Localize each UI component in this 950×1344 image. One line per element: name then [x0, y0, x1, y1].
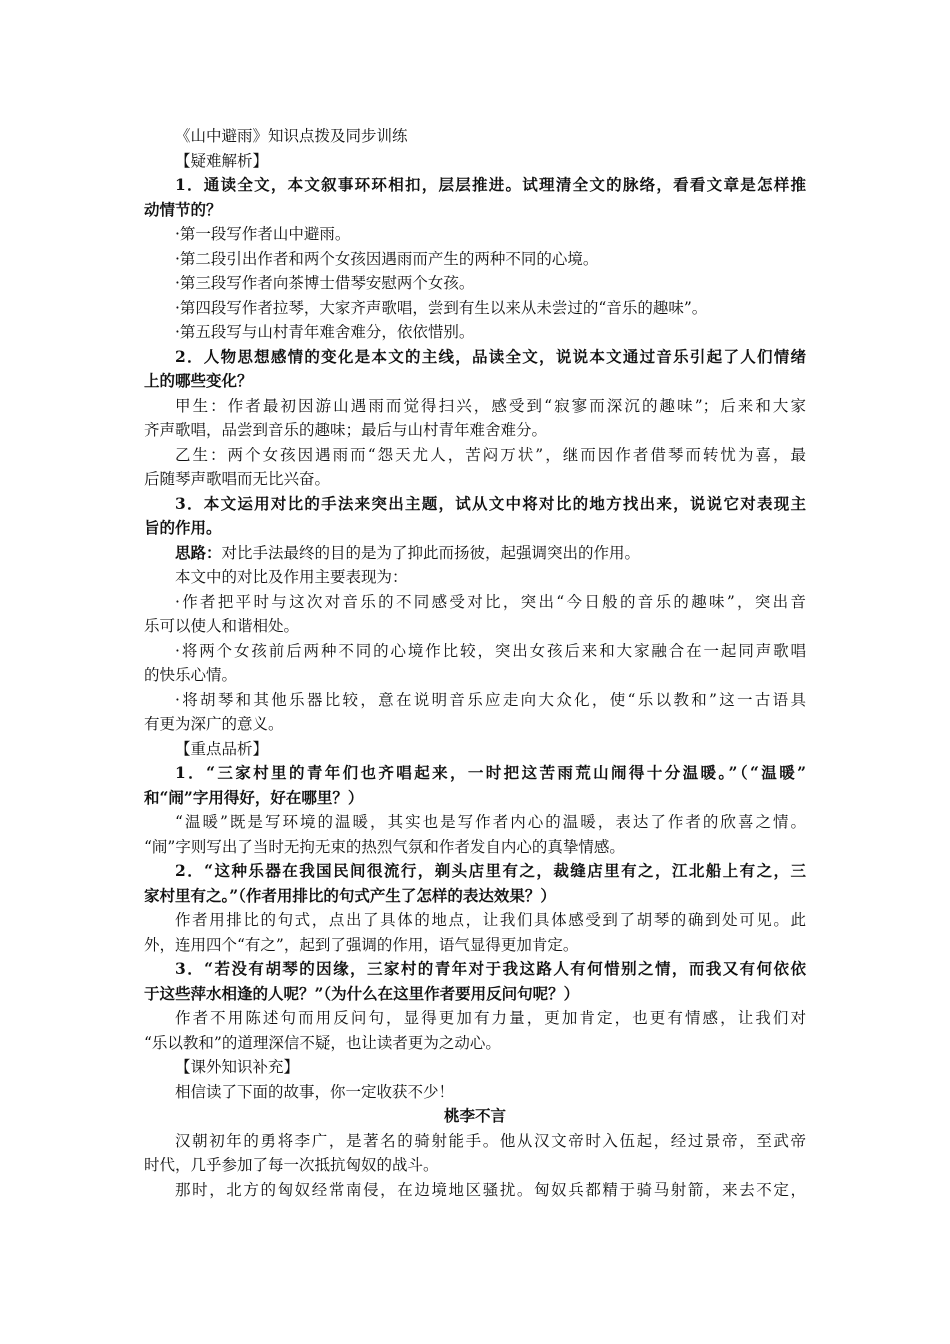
point-3-answer-line-1: 作者不用陈述句而用反问句，显得更加有力量，更加肯定，也更有情感，让我们对	[175, 1009, 806, 1027]
section-heading-key-analysis: 【重点品析】	[175, 739, 269, 758]
point-2-answer-line-2: 外，连用四个“有之”，起到了强调的作用，语气显得更加肯定。	[144, 935, 579, 954]
point-1-answer-line-2: “闹”字则写出了当时无拘无束的热烈气氛和作者发自内心的真挚情感。	[144, 837, 625, 856]
question-1-bullet-2: ·第二段引出作者和两个女孩因遇雨而产生的两种不同的心境。	[175, 249, 599, 268]
point-1-line-1: 1．“三家村里的青年们也齐唱起来，一时把这苦雨荒山闹得十分温暖。”（“温暖”	[175, 763, 806, 782]
question-3-bullet-2-line-1: ·将两个女孩前后两种不同的心境作比较，突出女孩后来和大家融合在一起同声歌唱	[175, 641, 806, 660]
point-2-line-1: 2．“这种乐器在我国民间很流行，剃头店里有之，裁缝店里有之，江北船上有之，三	[175, 861, 806, 880]
question-2-line-2: 上的哪些变化？	[144, 371, 253, 390]
story-paragraph-1-line-1: 汉朝初年的勇将李广，是著名的骑射能手。他从汉文帝时入伍起，经过景帝，至武帝	[175, 1131, 806, 1150]
hint-label: 思路：	[175, 542, 222, 562]
question-3-bullet-1-line-1: ·作者把平时与这次对音乐的不同感受对比，突出“今日般的音乐的趣味”，突出音	[175, 592, 806, 611]
section-heading-difficult-analysis: 【疑难解析】	[175, 151, 269, 170]
question-2-answer-b-line-2: 后随琴声歌唱而无比兴奋。	[144, 470, 331, 488]
question-1-bullet-4: ·第四段写作者拉琴，大家齐声歌唱，尝到有生以来从未尝过的“音乐的趣味”。	[175, 298, 708, 317]
question-1-bullet-1: ·第一段写作者山中避雨。	[175, 225, 351, 243]
section-heading-extra-knowledge: 【课外知识补充】	[175, 1058, 300, 1076]
point-1-line-2: 和“闹”字用得好，好在哪里？）	[144, 787, 364, 807]
question-2-answer-b-line-1: 乙生：两个女孩因遇雨而“怨天尤人，苦闷万状”，继而因作者借琴而转忧为喜，最	[175, 445, 806, 464]
document-title: 《山中避雨》知识点拨及同步训练	[175, 127, 408, 145]
question-2-answer-a-line-2: 齐声歌唱，品尝到音乐的趣味；最后与山村青年难舍难分。	[144, 421, 548, 439]
hint-text: 对比手法最终的目的是为了抑此而扬彼，起强调突出的作用。	[221, 543, 641, 562]
point-3-answer-line-2: “乐以教和”的道理深信不疑，也让读者更为之动心。	[144, 1033, 501, 1052]
point-3-line-2: 于这些萍水相逢的人呢？”（为什么在这里作者要用反问句呢？）	[144, 983, 580, 1003]
question-3-bullet-1-line-2: 乐可以使人和谐相处。	[144, 617, 300, 635]
question-2-answer-a-line-1: 甲生：作者最初因游山遇雨而觉得扫兴，感受到“寂寥而深沉的趣味”；后来和大家	[175, 396, 806, 415]
document-body	[144, 124, 806, 1202]
extra-intro: 相信读了下面的故事，你一定收获不少！	[175, 1082, 455, 1101]
question-3-line-1: 3．本文运用对比的手法来突出主题，试从文中将对比的地方找出来，说说它对表现主	[175, 493, 806, 513]
question-3-hint	[144, 541, 806, 566]
question-1-line-2: 动情节的？	[144, 199, 222, 219]
question-1-bullet-3: ·第三段写作者向茶博士借琴安慰两个女孩。	[175, 274, 475, 292]
story-title: 桃李不言	[443, 1106, 506, 1125]
story-paragraph-1-line-2: 时代，几乎参加了每一次抵抗匈奴的战斗。	[144, 1156, 439, 1174]
question-3-line-2: 旨的作用。	[144, 518, 222, 537]
point-2-answer-line-1: 作者用排比的句式，点出了具体的地点，让我们具体感受到了胡琴的确到处可见。此	[175, 911, 806, 929]
question-3-bullet-3-line-2: 有更为深广的意义。	[144, 715, 284, 733]
question-1-line-1: 1．通读全文，本文叙事环环相扣，层层推进。试理清全文的脉络，看看文章是怎样推	[175, 175, 806, 194]
question-3-bullet-2-line-2: 的快乐心情。	[144, 666, 238, 684]
story-paragraph-2-line-1: 那时，北方的匈奴经常南侵，在边境地区骚扰。匈奴兵都精于骑马射箭，来去不定，	[175, 1180, 806, 1199]
point-2-line-2: 家村里有之。”（作者用排比的句式产生了怎样的表达效果？）	[144, 885, 556, 905]
point-3-line-1: 3．“若没有胡琴的因缘，三家村的青年对于我这路人有何惜别之情，而我又有何依依	[175, 959, 806, 978]
question-3-intro: 本文中的对比及作用主要表现为：	[175, 568, 408, 586]
question-1-bullet-5: ·第五段写与山村青年难舍难分，依依惜别。	[175, 323, 475, 341]
point-1-answer-line-1: “温暖”既是写环境的温暖，其实也是写作者内心的温暖，表达了作者的欣喜之情。	[175, 813, 806, 831]
question-3-bullet-3-line-1: ·将胡琴和其他乐器比较，意在说明音乐应走向大众化，使“乐以教和”这一古语具	[175, 690, 806, 709]
question-2-line-1: 2．人物思想感情的变化是本文的主线，品读全文，说说本文通过音乐引起了人们情绪	[175, 346, 806, 366]
